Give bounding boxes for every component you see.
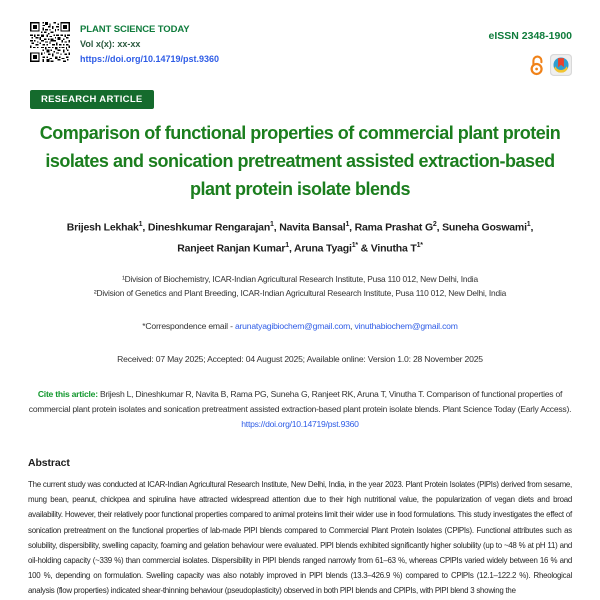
citation-block [28,387,572,432]
author-affiliation-sup: 1 [345,221,350,228]
badge-icons [489,54,572,76]
journal-doi-link[interactable]: https://doi.org/10.14719/pst.9360 [80,54,220,64]
author-affiliation-sup: 2 [432,221,437,228]
open-access-icon [529,54,545,76]
affiliations [0,272,600,300]
correspondence-email-1[interactable]: arunatyagibiochem@gmail.com [234,321,351,331]
correspondence-line [0,321,600,331]
eissn: eISSN 2348-1900 [488,30,572,42]
author-affiliation-sup: 1 [270,221,274,228]
citation-doi-link[interactable]: https://doi.org/10.14719/pst.9360 [241,419,359,429]
citation-text: Brijesh L, Dineshkumar R, Navita B, Rama PG, Suneha G, Ranjeet RK, Aruna T, Vinutha T. Comparison of functional properties of commercial plant protein isolates and sonication pretreatment assisted extraction-based plant protein isolate blends. Plant Science Today (Early Access). [28,389,572,414]
abstract-heading: Abstract [28,457,70,469]
author-affiliation-sup: 1* [416,241,423,249]
dates-line: Received: 07 May 2025; Accepted: 04 August 2025; Available online: Version 1.0: 28 November 2025 [117,354,483,364]
article-title: Comparison of functional properties of commercial plant protein isolates and sonication pretreatment assisted extraction-based plant protein isolate blends [39,123,561,199]
journal-meta [80,22,219,67]
correspondence-email-2[interactable]: vinuthabiochem@gmail.com [354,321,458,331]
author-name: Brijesh Lekhak [66,221,139,234]
masthead [30,22,572,76]
author-affiliation-sup: 1 [285,241,289,249]
qr-code-icon [30,22,70,62]
masthead-left [30,22,219,67]
cite-label: Cite this article: [37,389,98,399]
affiliation-1: ¹Division of Biochemistry, ICAR-Indian Agricultural Research Institute, Pusa 110 012, New Delhi, India [122,274,478,284]
author-name: Navita Bansal [279,221,346,234]
abstract-text: The current study was conducted at ICAR-Indian Agricultural Research Institute, New Delhi, India, in the year 2023. Plant Protein Isolates (PlPIs) derived from sesame, mung bean, peanut, chickpea and spirulina have attracted widespread attention due to their high nutritional value, the popularization of vegan diets and broad availability. However, their relatively poor functional properties compared to animal proteins limit their wider use in food formulations. This study investigates the effect of sonication pretreatment on the functional properties of lab-made PlPI blends compared to Commercial Plant Protein Isolates (CPlPIs). Functional attributes such as solubility, dispersibility, swelling capacity, foaming and gelation behaviour were evaluated. PlPI blends exhibited significantly higher solubility (up to ~48 % at pH 11) and oil-holding capacity (~339 %) than commercial isolates. Dispersibility in PlPI blends ranged narrowly from 61–63 %, whereas CPlPIs varied widely between 16 % and 100 %, depending on formulation. Swelling capacity was also notably improved in PlPI blends (13.3–426.9 %) compared to CPlPIs (12.1–122.2 %). Rheological analysis (flow properties) indicated shear-thinning behaviour (pseudoplasticity) observed in both PlPI blends and CPlPIs, with PlPI blend 3 showing the [28,480,572,596]
journal-volume: Vol x(x): xx-xx [80,39,141,49]
journal-name: PLANT SCIENCE TODAY [80,24,190,35]
correspondence-prefix: *Correspondence email - [142,321,235,331]
author-name: Rama Prashat G [354,221,433,234]
authors-line: Brijesh Lekhak$^1$, Dineshkumar Rengarajan$^1$, Navita Bansal$^1$, Rama Prashat $G^2$, Suneha Goswami$^1$, Ranjeet Ranjan Kumar$^1$, Aruna Tyagi$^{1*}$ & Vinutha $T^{1*}$ [66,221,534,254]
author-affiliation-sup: 1* [351,241,358,249]
author-name: Vinutha T [370,242,417,254]
article-type-badge: RESEARCH ARTICLE [30,90,154,109]
author-name: Dineshkumar Rengarajan [147,221,271,234]
author-affiliation-sup: 1 [526,221,531,228]
author-name: Aruna Tyagi [293,242,352,254]
crossmark-icon[interactable] [550,54,572,76]
author-name: Suneha Goswami [442,221,527,234]
correspondence-separator: , [350,321,355,331]
masthead-right [489,22,572,76]
author-affiliation-sup: 1 [138,221,143,228]
author-name: Ranjeet Ranjan Kumar [177,242,286,254]
affiliation-2: ²Division of Genetics and Plant Breeding, ICAR-Indian Agricultural Research Institute, Pusa 110 012, New Delhi, India [93,288,507,298]
